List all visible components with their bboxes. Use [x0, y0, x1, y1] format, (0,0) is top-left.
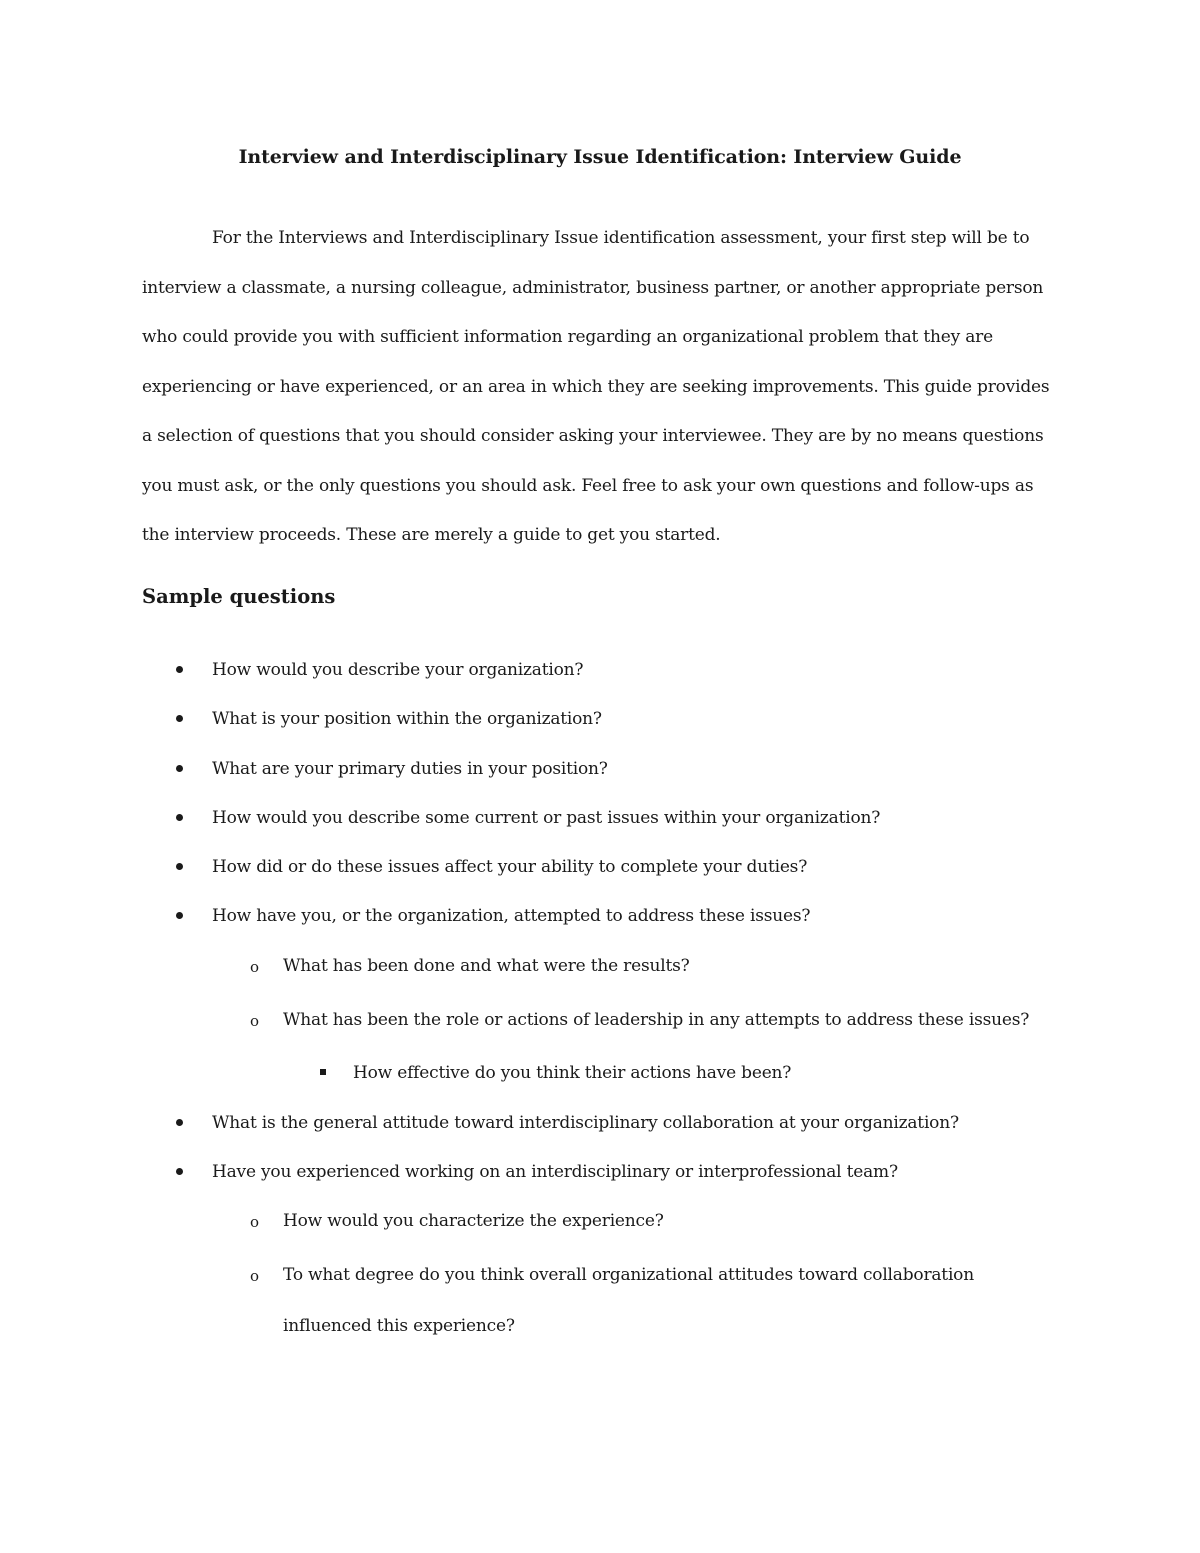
list-item: How have you, or the organization, attempted to address these issues? [212, 906, 811, 926]
bullet-square-icon [320, 1069, 326, 1075]
list-item: How would you describe some current or past issues within your organization? [212, 808, 881, 828]
list-item: What is the general attitude toward interdisciplinary collaboration at your organization? [212, 1113, 959, 1133]
bullet-circle-icon: o [250, 1267, 260, 1285]
list-item: What has been the role or actions of leadership in any attempts to address these issues? [283, 1010, 1030, 1030]
document-title: Interview and Interdisciplinary Issue Identification: Interview Guide [238, 146, 962, 168]
intro-paragraph: For the Interviews and Interdisciplinary Issue identification assessment, your first step will be to interview a classmate, a nursing colleague, administrator, business partner, or another appropriate person who could provide you with sufficient information regarding an organizational problem that they are experiencing or have experienced, or an area in which they are seeking improvements. This guide provides a selection of questions that you should consider asking your interviewee. They are by no means questions you must ask, or the only questions you should ask. Feel free to ask your own questions and follow-ups as the interview proceeds. These are merely a guide to get you started. [142, 228, 1050, 545]
list-item: What has been done and what were the results? [283, 956, 690, 976]
list-item: How would you describe your organization? [212, 660, 584, 680]
section-heading: Sample questions [142, 585, 336, 608]
list-item: Have you experienced working on an interdisciplinary or interprofessional team? [212, 1162, 898, 1182]
list-item: What is your position within the organization? [212, 709, 602, 729]
bullet-disc-icon [176, 1168, 183, 1175]
bullet-circle-icon: o [250, 1213, 260, 1231]
bullet-disc-icon [176, 666, 183, 673]
bullet-circle-icon: o [250, 1012, 260, 1030]
bullet-disc-icon [176, 765, 183, 772]
bullet-disc-icon [176, 814, 183, 821]
list-item: What are your primary duties in your position? [212, 759, 608, 779]
bullet-disc-icon [176, 715, 183, 722]
list-item: To what degree do you think overall organizational attitudes toward collaboration influenced this experience? [283, 1265, 974, 1336]
bullet-disc-icon [176, 1119, 183, 1126]
bullet-disc-icon [176, 912, 183, 919]
list-item: How did or do these issues affect your ability to complete your duties? [212, 857, 808, 877]
list-item: How effective do you think their actions have been? [353, 1063, 792, 1083]
list-item: How would you characterize the experience? [283, 1211, 664, 1231]
bullet-circle-icon: o [250, 958, 260, 976]
bullet-disc-icon [176, 863, 183, 870]
